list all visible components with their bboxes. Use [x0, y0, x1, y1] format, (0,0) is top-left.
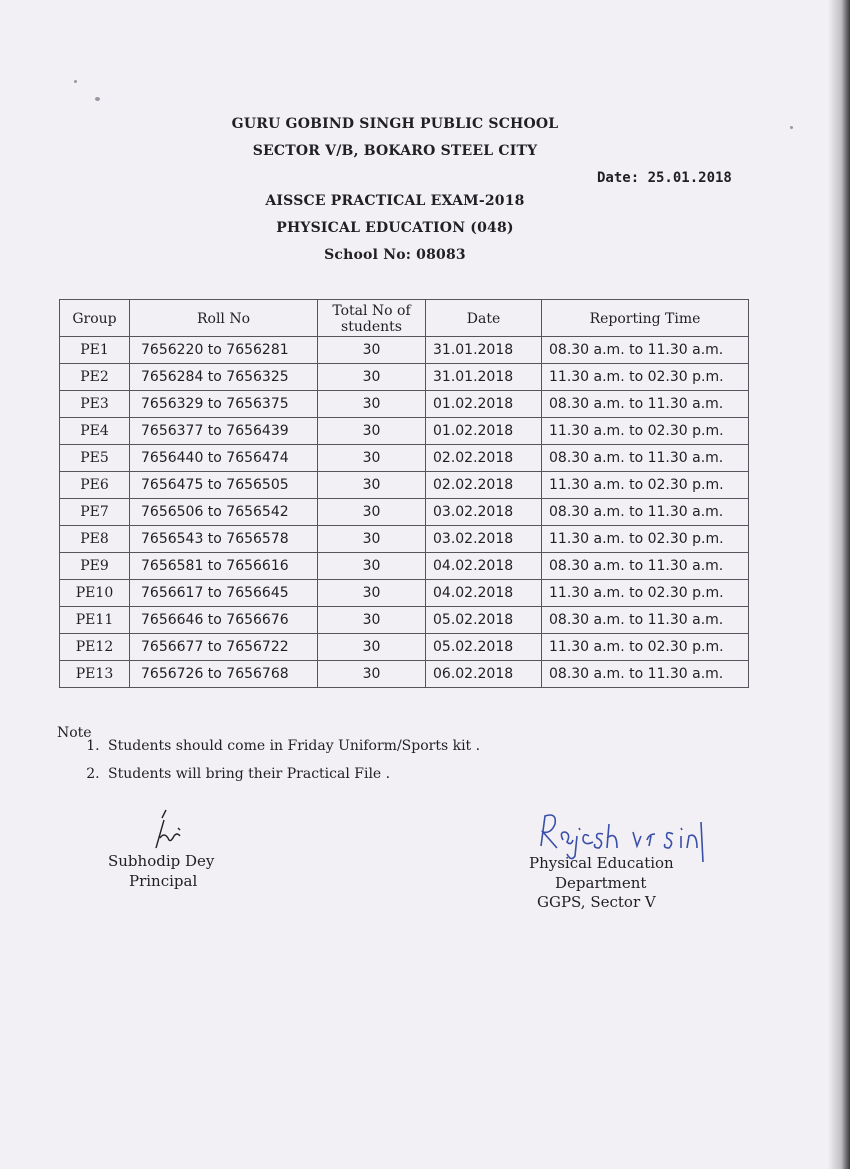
column-header-total-students: Total No of students — [318, 300, 426, 337]
cell-roll-no: 7656329 to 7656375 — [130, 391, 318, 418]
cell-roll-no: 7656543 to 7656578 — [130, 526, 318, 553]
table-row — [60, 526, 749, 553]
cell-group: PE6 — [60, 472, 130, 499]
cell-reporting-time: 08.30 a.m. to 11.30 a.m. — [542, 337, 749, 364]
cell-roll-no: 7656506 to 7656542 — [130, 499, 318, 526]
cell-reporting-time: 11.30 a.m. to 02.30 p.m. — [542, 526, 749, 553]
cell-reporting-time: 11.30 a.m. to 02.30 p.m. — [542, 364, 749, 391]
cell-date: 31.01.2018 — [426, 337, 542, 364]
cell-reporting-time: 08.30 a.m. to 11.30 a.m. — [542, 553, 749, 580]
cell-date: 01.02.2018 — [426, 391, 542, 418]
cell-roll-no: 7656377 to 7656439 — [130, 418, 318, 445]
cell-reporting-time: 08.30 a.m. to 11.30 a.m. — [542, 391, 749, 418]
table-body — [60, 337, 749, 688]
cell-group: PE5 — [60, 445, 130, 472]
cell-date: 31.01.2018 — [426, 364, 542, 391]
exam-schedule-table — [59, 299, 749, 688]
cell-total-students: 30 — [318, 526, 426, 553]
note-label: Note — [57, 725, 92, 741]
cell-date: 05.02.2018 — [426, 634, 542, 661]
cell-group: PE11 — [60, 607, 130, 634]
cell-reporting-time: 08.30 a.m. to 11.30 a.m. — [542, 445, 749, 472]
cell-total-students: 30 — [318, 391, 426, 418]
cell-group: PE1 — [60, 337, 130, 364]
cell-group: PE10 — [60, 580, 130, 607]
table-row — [60, 364, 749, 391]
cell-date: 05.02.2018 — [426, 607, 542, 634]
cell-reporting-time: 11.30 a.m. to 02.30 p.m. — [542, 634, 749, 661]
scan-edge-shadow — [828, 0, 850, 1169]
cell-total-students: 30 — [318, 364, 426, 391]
cell-group: PE9 — [60, 553, 130, 580]
cell-date: 01.02.2018 — [426, 418, 542, 445]
cell-total-students: 30 — [318, 337, 426, 364]
table-row — [60, 418, 749, 445]
cell-total-students: 30 — [318, 553, 426, 580]
column-header-roll-no: Roll No — [130, 300, 318, 337]
cell-roll-no: 7656440 to 7656474 — [130, 445, 318, 472]
cell-roll-no: 7656646 to 7656676 — [130, 607, 318, 634]
cell-date: 03.02.2018 — [426, 499, 542, 526]
table-row — [60, 553, 749, 580]
cell-roll-no: 7656617 to 7656645 — [130, 580, 318, 607]
table-row — [60, 580, 749, 607]
cell-total-students: 30 — [318, 661, 426, 688]
cell-date: 02.02.2018 — [426, 445, 542, 472]
cell-total-students: 30 — [318, 580, 426, 607]
cell-total-students: 30 — [318, 418, 426, 445]
cell-reporting-time: 08.30 a.m. to 11.30 a.m. — [542, 661, 749, 688]
column-header-date: Date — [426, 300, 542, 337]
cell-reporting-time: 08.30 a.m. to 11.30 a.m. — [542, 499, 749, 526]
cell-reporting-time: 11.30 a.m. to 02.30 p.m. — [542, 472, 749, 499]
exam-title: AISSCE PRACTICAL EXAM-2018 — [265, 193, 525, 209]
document-date: Date: 25.01.2018 — [597, 170, 732, 186]
table-header-row — [60, 300, 749, 337]
cell-group: PE8 — [60, 526, 130, 553]
cell-group: PE2 — [60, 364, 130, 391]
table-row — [60, 472, 749, 499]
column-header-group: Group — [60, 300, 130, 337]
cell-roll-no: 7656284 to 7656325 — [130, 364, 318, 391]
scan-speck — [95, 97, 100, 101]
notes-list — [60, 738, 704, 794]
table-row — [60, 661, 749, 688]
scan-speck — [74, 80, 77, 83]
cell-roll-no: 7656581 to 7656616 — [130, 553, 318, 580]
principal-title: Principal — [129, 872, 198, 890]
cell-roll-no: 7656220 to 7656281 — [130, 337, 318, 364]
pe-department-line2: Department — [555, 874, 647, 892]
cell-reporting-time: 11.30 a.m. to 02.30 p.m. — [542, 418, 749, 445]
cell-reporting-time: 08.30 a.m. to 11.30 a.m. — [542, 607, 749, 634]
cell-group: PE13 — [60, 661, 130, 688]
subject-title: PHYSICAL EDUCATION (048) — [276, 220, 514, 236]
cell-date: 04.02.2018 — [426, 553, 542, 580]
cell-total-students: 30 — [318, 607, 426, 634]
table-row — [60, 337, 749, 364]
cell-total-students: 30 — [318, 499, 426, 526]
cell-reporting-time: 11.30 a.m. to 02.30 p.m. — [542, 580, 749, 607]
principal-name: Subhodip Dey — [108, 852, 215, 870]
pe-department-line1: Physical Education — [529, 854, 674, 872]
cell-date: 04.02.2018 — [426, 580, 542, 607]
table-row — [60, 445, 749, 472]
cell-total-students: 30 — [318, 634, 426, 661]
principal-signature — [144, 808, 194, 856]
cell-group: PE7 — [60, 499, 130, 526]
table-row — [60, 499, 749, 526]
table-row — [60, 634, 749, 661]
school-number: School No: 08083 — [324, 247, 466, 263]
note-item: 2. Students will bring their Practical File . — [104, 766, 704, 782]
school-address: SECTOR V/B, BOKARO STEEL CITY — [252, 143, 538, 159]
cell-date: 02.02.2018 — [426, 472, 542, 499]
cell-total-students: 30 — [318, 445, 426, 472]
table-row — [60, 391, 749, 418]
scan-speck — [790, 126, 793, 129]
cell-date: 06.02.2018 — [426, 661, 542, 688]
cell-date: 03.02.2018 — [426, 526, 542, 553]
cell-group: PE12 — [60, 634, 130, 661]
table-row — [60, 607, 749, 634]
column-header-reporting-time: Reporting Time — [542, 300, 749, 337]
cell-roll-no: 7656677 to 7656722 — [130, 634, 318, 661]
pe-department-line3: GGPS, Sector V — [537, 893, 656, 911]
note-item: 1. Students should come in Friday Uniform/Sports kit . — [104, 738, 704, 754]
cell-group: PE4 — [60, 418, 130, 445]
cell-group: PE3 — [60, 391, 130, 418]
cell-roll-no: 7656475 to 7656505 — [130, 472, 318, 499]
cell-total-students: 30 — [318, 472, 426, 499]
school-name: GURU GOBIND SINGH PUBLIC SCHOOL — [231, 116, 559, 132]
cell-roll-no: 7656726 to 7656768 — [130, 661, 318, 688]
